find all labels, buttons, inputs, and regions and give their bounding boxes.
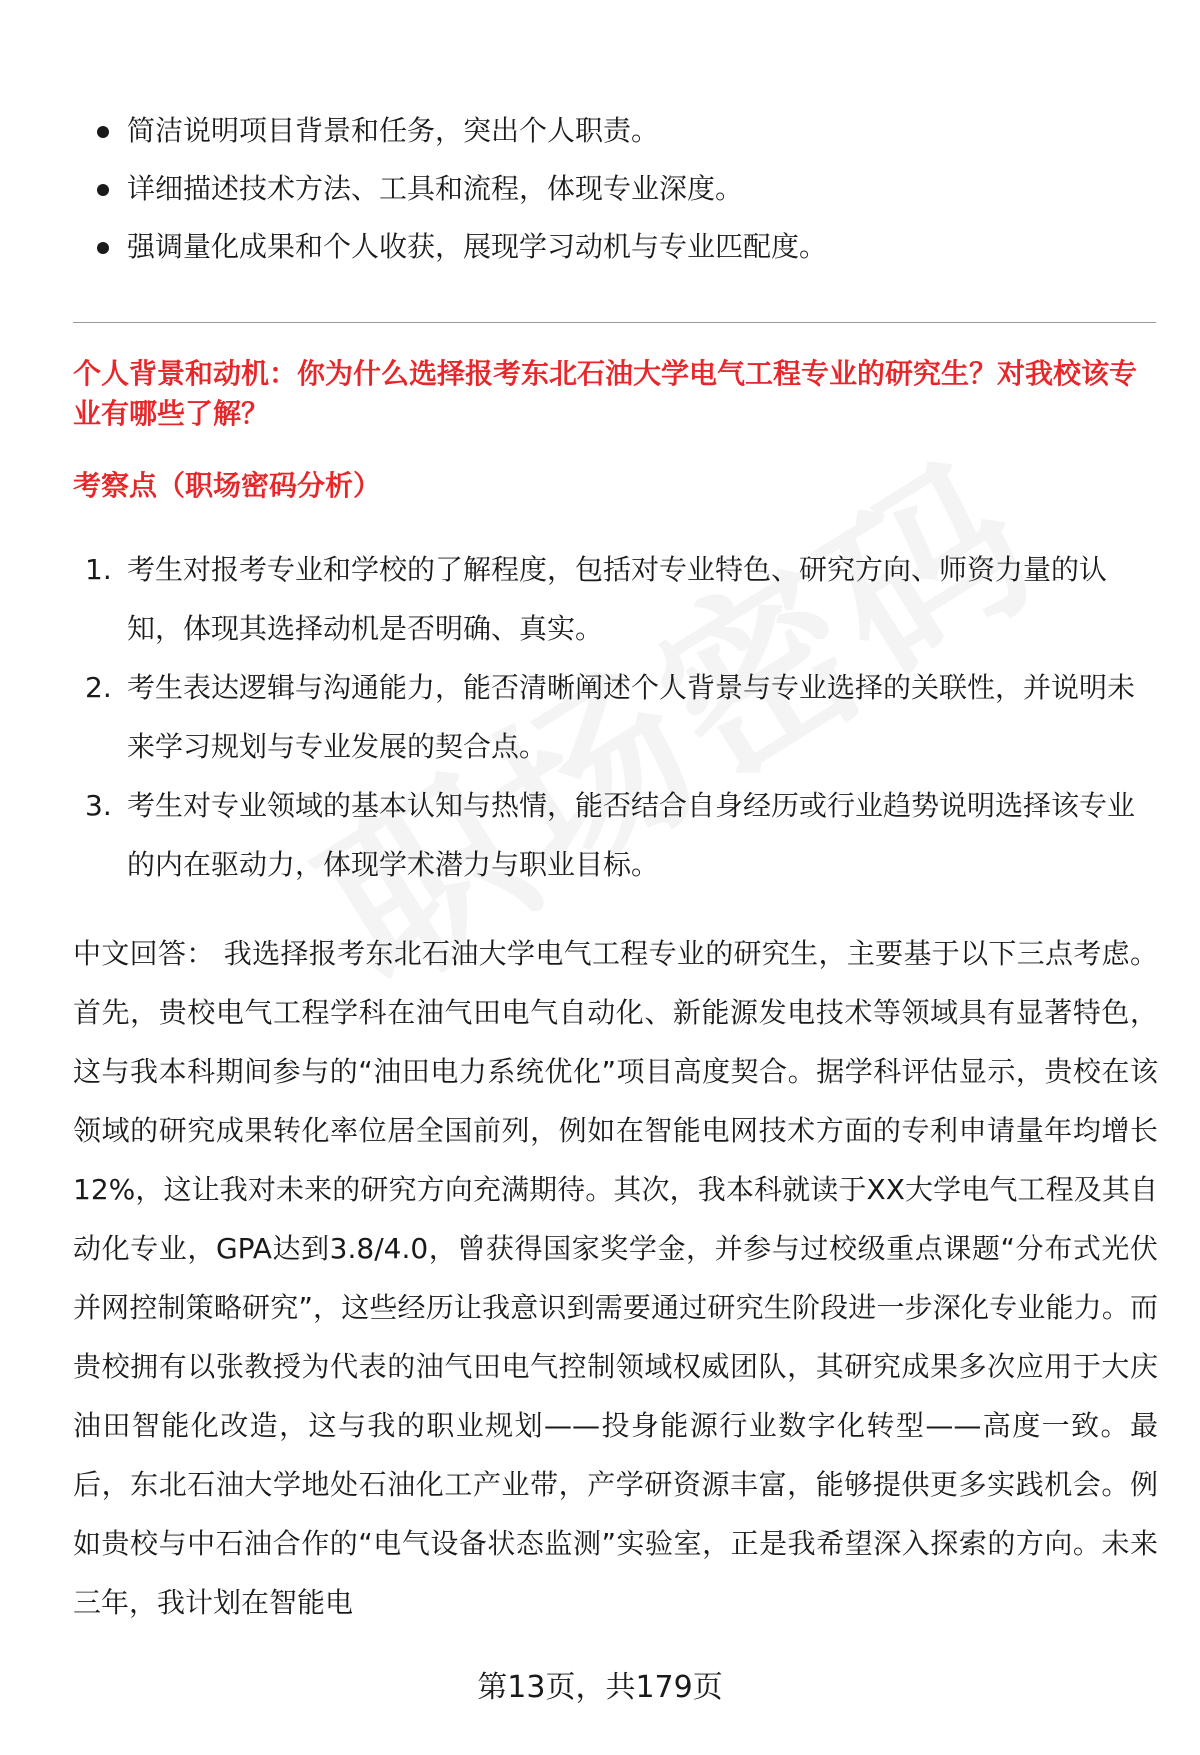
bullet-text: 强调量化成果和个人收获，展现学习动机与专业匹配度。	[127, 230, 828, 263]
list-item	[73, 540, 1158, 658]
list-item	[95, 102, 1155, 160]
bullet-text: 简洁说明项目背景和任务，突出个人职责。	[127, 114, 660, 147]
intro-bullet-list	[95, 102, 1155, 276]
list-item	[95, 160, 1155, 218]
question-heading: 个人背景和动机：你为什么选择报考东北石油大学电气工程专业的研究生？对我校该专业有哪些了解？	[73, 357, 1138, 430]
list-item	[95, 218, 1155, 276]
answer-paragraph: 中文回答： 我选择报考东北石油大学电气工程专业的研究生，主要基于以下三点考虑。首先，贵校电气工程学科在油气田电气自动化、新能源发电技术等领域具有显著特色，这与我本科期间参与的“油田电力系统优化”项目高度契合。据学科评估显示，贵校在该领域的研究成果转化率位居全国前列，例如在智能电网技术方面的专利申请量年均增长12%，这让我对未来的研究方向充满期待。其次，我本科就读于XX大学电气工程及其自动化专业，GPA达到3.8/4.0，曾获得国家奖学金，并参与过校级重点课题“分布式光伏并网控制策略研究”，这些经历让我意识到需要通过研究生阶段进一步深化专业能力。而贵校拥有以张教授为代表的油气田电气控制领域权威团队，其研究成果多次应用于大庆油田智能化改造，这与我的职业规划——投身能源行业数字化转型——高度一致。最后，东北石油大学地处石油化工产业带，产学研资源丰富，能够提供更多实践机会。例如贵校与中石油合作的“电气设备状态监测”实验室，正是我希望深入探索的方向。未来三年，我计划在智能电	[73, 937, 1158, 1619]
bullet-dot-icon	[97, 184, 109, 196]
list-number: 2.	[85, 671, 112, 704]
assessment-points-heading: 考察点（职场密码分析）	[73, 469, 382, 502]
list-item	[73, 658, 1158, 776]
assessment-points-list	[73, 540, 1158, 894]
point-text: 考生对专业领域的基本认知与热情，能否结合自身经历或行业趋势说明选择该专业的内在驱动力，体现学术潜力与职业目标。	[127, 789, 1136, 881]
point-text: 考生对报考专业和学校的了解程度，包括对专业特色、研究方向、师资力量的认知，体现其选择动机是否明确、真实。	[127, 553, 1108, 645]
bullet-dot-icon	[97, 126, 109, 138]
list-number: 3.	[85, 789, 112, 822]
list-number: 1.	[85, 553, 112, 586]
section-divider	[73, 322, 1156, 323]
page-footer: 第13页，共179页	[477, 1670, 723, 1705]
point-text: 考生表达逻辑与沟通能力，能否清晰阐述个人背景与专业选择的关联性，并说明未来学习规划与专业发展的契合点。	[127, 671, 1136, 763]
bullet-text: 详细描述技术方法、工具和流程，体现专业深度。	[127, 172, 744, 205]
list-item	[73, 776, 1158, 894]
bullet-dot-icon	[97, 242, 109, 254]
